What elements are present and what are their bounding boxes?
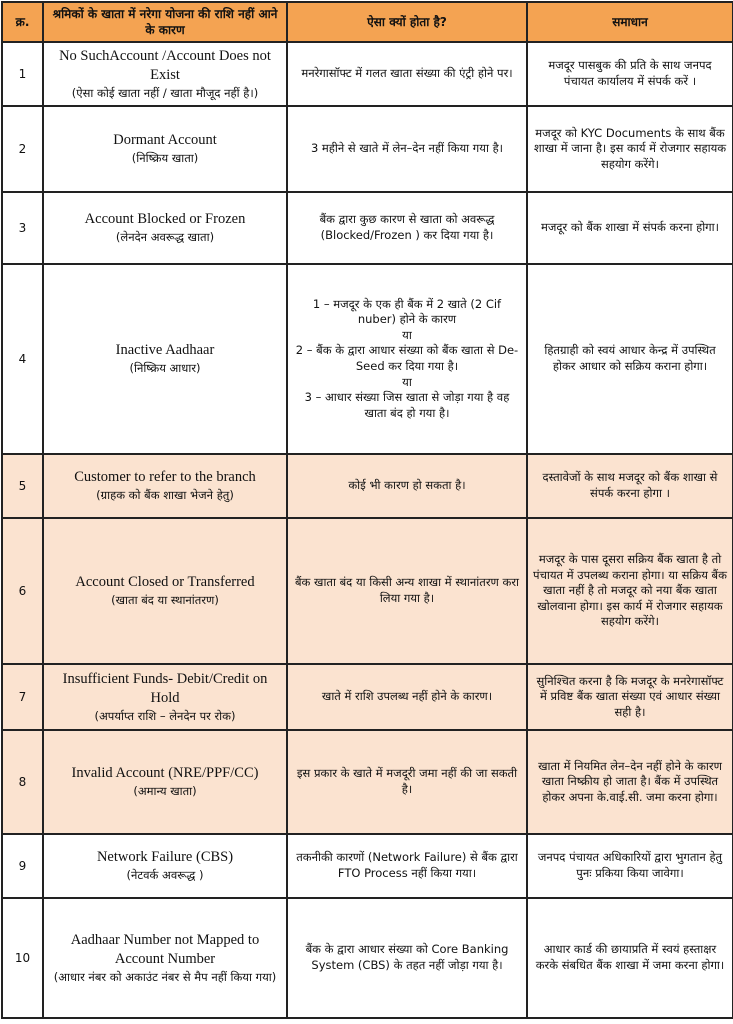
reason-hindi: (निष्क्रिय खाता): [131, 151, 199, 166]
reason-english: Inactive Aadhaar: [115, 342, 215, 359]
reason-hindi: (ग्राहक को बैंक शाखा भेजने हेतु): [96, 488, 234, 503]
solution-cell: मजदूर पासबुक की प्रति के साथ जनपद पंचायत कार्यालय में संपर्क करें ।: [527, 42, 733, 106]
reason-hindi: (आधार नंबर को अकाउंट नंबर से मैप नहीं किया गया): [53, 969, 277, 984]
row-number: 1: [2, 42, 43, 106]
header-serial: क्र.: [2, 2, 43, 42]
cause-line: या: [402, 327, 412, 342]
cause-line: 1 – मजदूर के एक ही बैंक में 2 खाते (2 Cif nuber) होने के कारण: [312, 296, 502, 327]
table-row: [2, 834, 733, 898]
cause-cell: 3 महीने से खाते में लेन–देन नहीं किया गया है।: [287, 106, 527, 192]
reason-hindi: (नेटवर्क अवरूद्ध ): [126, 868, 204, 883]
reason-english: Customer to refer to the branch: [74, 469, 256, 486]
cause-cell: बैंक द्वारा कुछ कारण से खाता को अवरूद्ध (Blocked/Frozen ) कर दिया गया है।: [287, 192, 527, 264]
solution-cell: मजदूर के पास दूसरा सक्रिय बैंक खाता है तो पंचायत में उपलब्ध कराना होगा। या सक्रिय बैंक खाता नहीं है तो मजदूर को नया बैंक खाता खोलवाना होगा। इस कार्य में रोजगार सहायक सहयोग करेंगे।: [527, 518, 733, 664]
reason-cell: [43, 264, 287, 454]
reason-english: Aadhaar Number not Mapped to Account Number: [70, 931, 260, 968]
table-row: [2, 898, 733, 1018]
reason-hindi: (ऐसा कोई खाता नहीं / खाता मौजूद नहीं है।): [71, 85, 259, 100]
reason-english: Invalid Account (NRE/PPF/CC): [71, 765, 259, 782]
table-row: [2, 518, 733, 664]
reason-hindi: (निष्क्रिय आधार): [129, 361, 201, 376]
reason-hindi: (अपर्याप्त राशि – लेनदेन पर रोक): [94, 708, 236, 723]
solution-cell: दस्तावेजों के साथ मजदूर को बैंक शाखा से संपर्क करना होगा ।: [527, 454, 733, 518]
reason-cell: [43, 106, 287, 192]
table-row: [2, 664, 733, 730]
reason-cell: [43, 730, 287, 834]
solution-cell: हितग्राही को स्वयं आधार केन्द्र में उपस्थित होकर आधार को सक्रिय कराना होगा।: [527, 264, 733, 454]
reason-english: Dormant Account: [113, 132, 217, 149]
reason-cell: [43, 42, 287, 106]
row-number: 3: [2, 192, 43, 264]
solution-cell: खाता में नियमित लेन–देन नहीं होने के कारण खाता निष्क्रीय हो जाता है। बैंक में उपस्थित होकर अपना के.वाई.सी. जमा करना होगा।: [527, 730, 733, 834]
cause-cell: कोई भी कारण हो सकता है।: [287, 454, 527, 518]
reason-english: Insufficient Funds- Debit/Credit on Hold: [62, 670, 268, 707]
table-row: [2, 42, 733, 106]
reason-hindi: (अमान्य खाता): [133, 784, 197, 799]
cause-cell: मनरेगासॉफ्ट में गलत खाता संख्या की एंट्री होने पर।: [287, 42, 527, 106]
solution-cell: सुनिश्चित करना है कि मजदूर के मनरेगासॉफ्ट में प्रविष्ट बैंक खाता संख्या एवं आधार संख्या सही है।: [527, 664, 733, 730]
row-number: 2: [2, 106, 43, 192]
reasons-table: [1, 1, 733, 1019]
header-row: [2, 2, 733, 42]
cause-line: या: [402, 374, 412, 389]
row-number: 5: [2, 454, 43, 518]
solution-cell: आधार कार्ड की छायाप्रति में स्वयं हस्ताक्षर करके संबधित बैंक शाखा में जमा करना होगा।: [527, 898, 733, 1018]
reason-cell: [43, 834, 287, 898]
reason-cell: [43, 664, 287, 730]
reason-english: Account Blocked or Frozen: [84, 211, 246, 228]
row-number: 10: [2, 898, 43, 1018]
table-row: [2, 454, 733, 518]
table-row: [2, 730, 733, 834]
reason-cell: [43, 454, 287, 518]
cause-cell: तकनीकी कारणों (Network Failure) से बैंक द्वारा FTO Process नहीं किया गया।: [287, 834, 527, 898]
reason-hindi: (लेनदेन अवरूद्ध खाता): [115, 230, 215, 245]
row-number: 6: [2, 518, 43, 664]
cause-line: 3 – आधार संख्या जिस खाता से जोड़ा गया है वह खाता बंद हो गया है।: [304, 390, 510, 420]
table-row: [2, 106, 733, 192]
cause-cell: खाते में राशि उपलब्ध नहीं होने के कारण।: [287, 664, 527, 730]
reason-english: No SuchAccount /Account Does not Exist: [59, 47, 271, 84]
solution-cell: जनपद पंचायत अधिकारियों द्वारा भुगतान हेतु पुनः प्रकिया किया जावेगा।: [527, 834, 733, 898]
cause-cell: बैंक खाता बंद या किसी अन्य शाखा में स्थानांतरण करा लिया गया है।: [287, 518, 527, 664]
solution-cell: मजदूर को बैंक शाखा में संपर्क करना होगा।: [527, 192, 733, 264]
reason-cell: [43, 192, 287, 264]
cause-cell: बैंक के द्वारा आधार संख्या को Core Banking System (CBS) के तहत नहीं जोड़ा गया है।: [287, 898, 527, 1018]
row-number: 7: [2, 664, 43, 730]
table-row: [2, 264, 733, 454]
table-row: [2, 192, 733, 264]
cause-line: 2 – बैंक के द्वारा आधार संख्या को बैंक खाता से De-Seed कर दिया गया है।: [295, 343, 519, 373]
reason-cell: [43, 518, 287, 664]
reason-hindi: (खाता बंद या स्थानांतरण): [111, 593, 219, 608]
row-number: 8: [2, 730, 43, 834]
cause-cell: [287, 264, 527, 454]
header-why: ऐसा क्यों होता है?: [287, 2, 527, 42]
reason-english: Network Failure (CBS): [96, 849, 234, 866]
row-number: 4: [2, 264, 43, 454]
solution-cell: मजदूर को KYC Documents के साथ बैंक शाखा में जाना है। इस कार्य में रोजगार सहायक सहयोग करेंगे।: [527, 106, 733, 192]
reason-english: Account Closed or Transferred: [75, 574, 255, 591]
row-number: 9: [2, 834, 43, 898]
reason-cell: [43, 898, 287, 1018]
header-reason: श्रमिकों के खाता में नरेगा योजना की राशि नहीं आने के कारण: [43, 2, 287, 42]
header-solution: समाधान: [527, 2, 733, 42]
cause-cell: इस प्रकार के खाते में मजदूरी जमा नहीं की जा सकती है।: [287, 730, 527, 834]
